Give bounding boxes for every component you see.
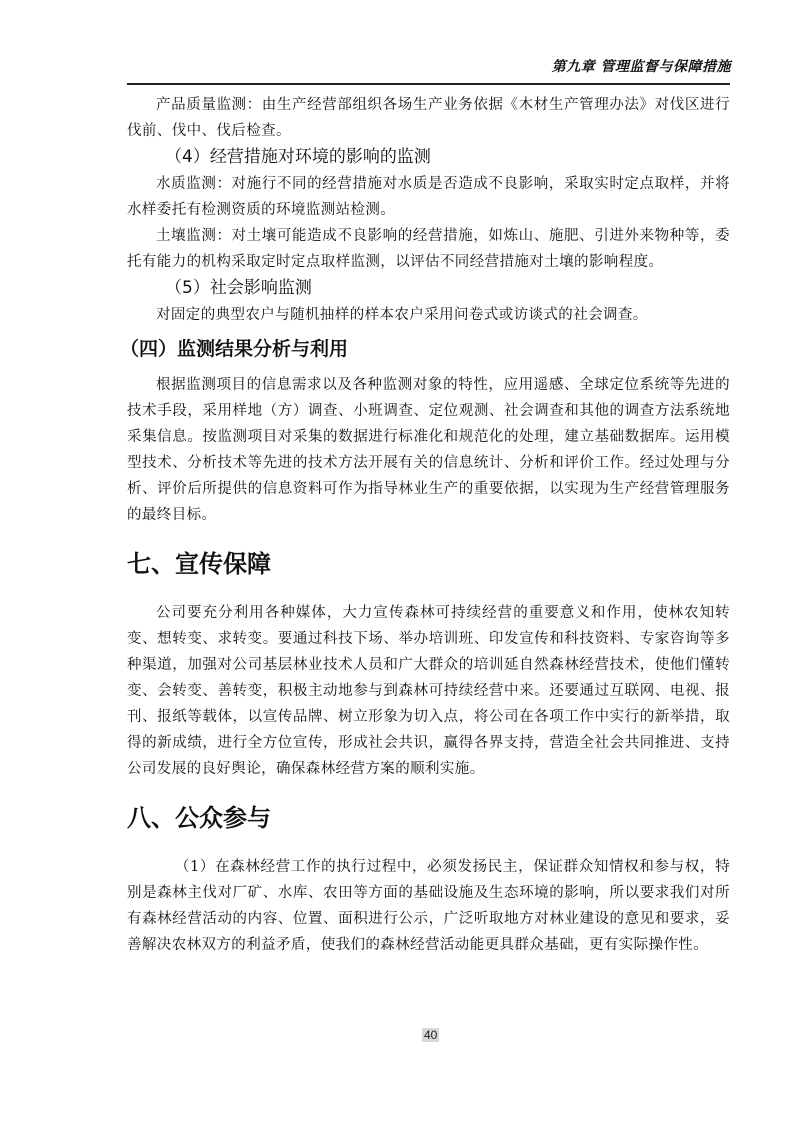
paragraph-product-quality: 产品质量监测：由生产经营部组织各场生产业务依据《木材生产管理办法》对伐区进行伐前、伐中、伐后检查。	[127, 97, 730, 139]
paragraph-social-survey: 对固定的典型农户与随机抽样的样本农户采用问卷式或访谈式的社会调查。	[156, 307, 648, 323]
paragraph-soil: 土壤监测：对土壤可能造成不良影响的经营措施，如炼山、施肥、引进外来物种等，委托有能力的机构采取定时定点取样监测，以评估不同经营措施对土壤的影响程度。	[127, 228, 730, 270]
heading-analysis: （四）监测结果分析与利用	[120, 338, 349, 360]
running-header: 第九章 管理监督与保障措施	[551, 59, 731, 75]
page-content	[120, 92, 730, 958]
paragraph-publicity: 公司要充分利用各种媒体，大力宣传森林可持续经营的重要意义和作用，使林农知转变、想转变、求转变。要通过科技下场、举办培训班、印发宣传和科技资料、专家咨询等多种渠道，加强对公司基层林业技术人员和广大群众的培训延自然森林经营技术，使他们懂转变、会转变、善转变，积极主动地参与到森林可持续经营中来。还要通过互联网、电视、报刊、报纸等载体，以宣传品牌、树立形象为切入点，将公司在各项工作中实行的新举措，取得的新成绩，进行全方位宣传，形成社会共识，赢得各界支持，营造全社会共同推进、支持公司发展的良好舆论，确保森林经营方案的顺利实施。	[127, 605, 730, 777]
subheading-social-impact: （5）社会影响监测	[165, 278, 312, 298]
paragraph-water-quality: 水质监测：对施行不同的经营措施对水质是否造成不良影响，采取实时定点取样，并将水样委托有检测资质的环境监测站检测。	[127, 176, 730, 218]
page-number: 40	[424, 1028, 438, 1042]
heading-public-participation: 八、公众参与	[127, 804, 271, 832]
subheading-env-impact: （4）经营措施对环境的影响的监测	[165, 147, 431, 167]
heading-publicity: 七、宣传保障	[127, 550, 271, 578]
header-rule	[127, 83, 730, 85]
paragraph-public-participation: （1）在森林经营工作的执行过程中，必须发扬民主，保证群众知情权和参与权，特别是森林主伐对厂矿、水库、农田等方面的基础设施及生态环境的影响，所以要求我们对所有森林经营活动的内容、位置、面积进行公示，广泛听取地方对林业建设的意见和要求，妥善解决农林双方的利益矛盾，使我们的森林经营活动能更具群众基础，更有实际操作性。	[127, 859, 730, 953]
paragraph-analysis: 根据监测项目的信息需求以及各种监测对象的特性，应用遥感、全球定位系统等先进的技术手段，采用样地（方）调查、小班调查、定位观测、社会调查和其他的调查方法系统地采集信息。按监测项目对采集的数据进行标准化和规范化的处理，建立基础数据库。运用模型技术、分析技术等先进的技术方法开展有关的信息统计、分析和评价工作。经过处理与分析、评价后所提供的信息资料可作为指导林业生产的重要依据，以实现为生产经营管理服务的最终目标。	[127, 377, 730, 523]
